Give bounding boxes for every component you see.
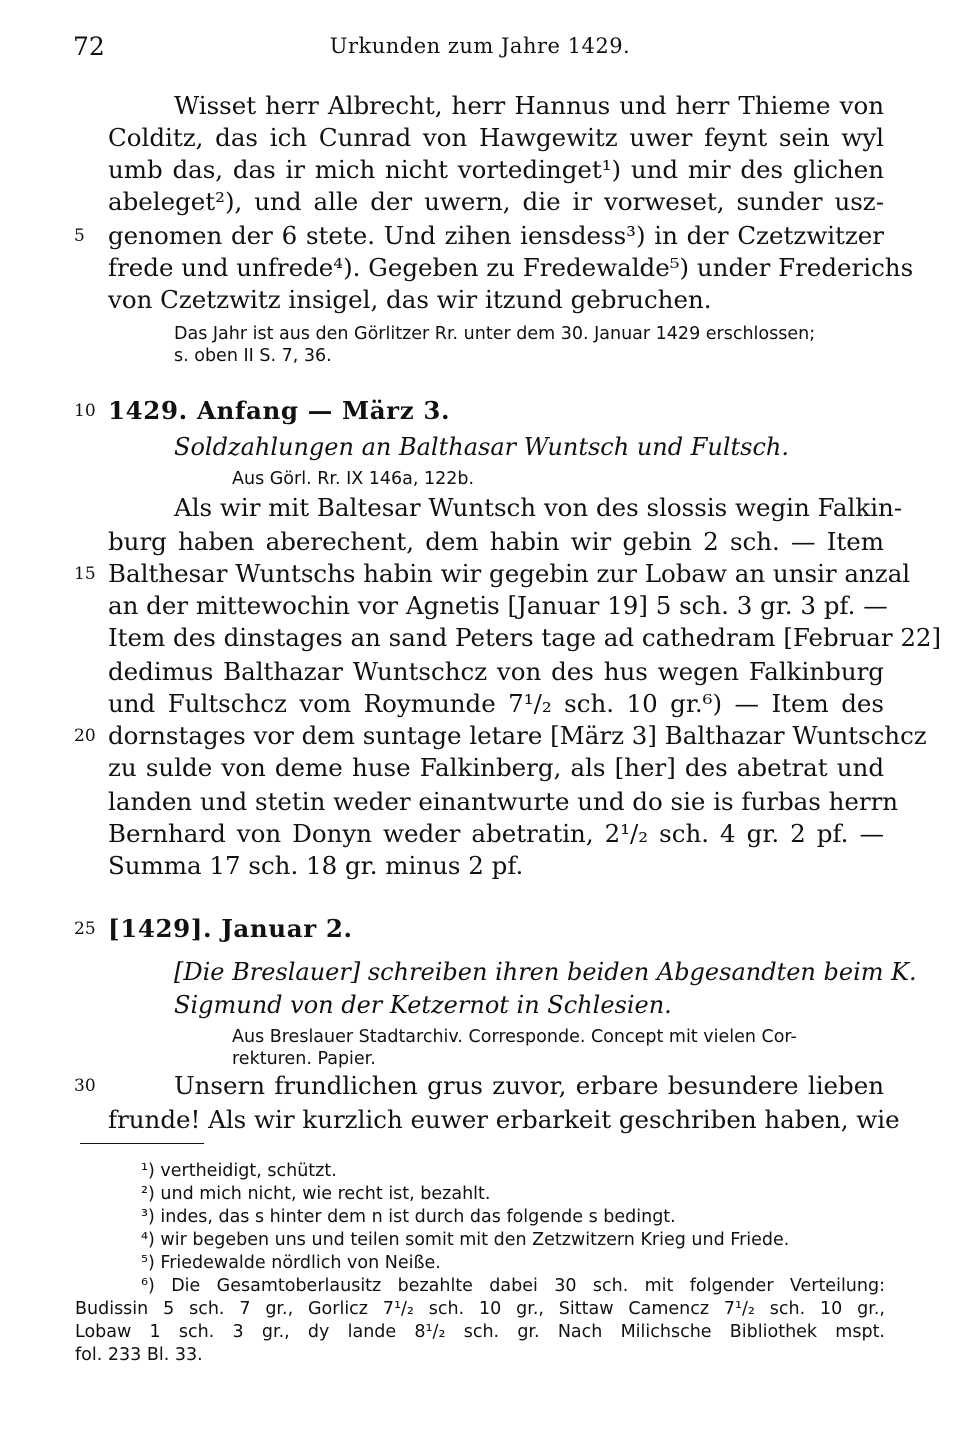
text-line: zu sulde von deme huse Falkinberg, als [her] des abetrat und <box>108 753 884 782</box>
footnote: fol. 233 Bl. 33. <box>75 1345 203 1365</box>
line-number: 30 <box>74 1076 96 1096</box>
line-number: 25 <box>74 919 96 939</box>
footnote: ⁴) wir begeben uns und teilen somit mit den Zetzwitzern Krieg und Friede. <box>141 1230 790 1250</box>
text-line: dedimus Balthazar Wuntschcz von des hus wegen Falkinburg <box>108 657 884 686</box>
footnote-separator <box>80 1143 204 1144</box>
line-number: 20 <box>74 726 96 746</box>
line-number: 10 <box>74 401 96 421</box>
text-line: genomen der 6 stete. Und zihen iensdess³) in der Czetzwitzer <box>108 221 884 250</box>
document-heading: 1429. Anfang — März 3. <box>108 396 451 425</box>
text-line: abeleget²), und alle der uwern, die ir vorweset, sunder usz- <box>108 187 884 216</box>
editorial-note-line: s. oben II S. 7, 36. <box>174 346 332 366</box>
footnote: ⁶) Die Gesamtoberlausitz bezahlte dabei 30 sch. mit folgender Verteilung: <box>141 1276 885 1296</box>
running-title: Urkunden zum Jahre 1429. <box>329 34 631 58</box>
document-title: [Die Breslauer] schreiben ihren beiden Abgesandten beim K. <box>174 958 917 986</box>
text-line: an der mittewochin vor Agnetis [Januar 19] 5 sch. 3 gr. 3 pf. — <box>108 591 888 620</box>
text-line: dornstages vor dem suntage letare [März 3] Balthazar Wuntschcz <box>108 721 927 750</box>
line-number: 15 <box>74 564 96 584</box>
text-line: frunde! Als wir kurzlich euwer erbarkeit geschriben haben, wie <box>108 1105 900 1134</box>
footnote: ³) indes, das s hinter dem n ist durch das folgende s bedingt. <box>141 1207 676 1227</box>
text-line: Bernhard von Donyn weder abetratin, 2¹/₂ sch. 4 gr. 2 pf. — <box>108 819 884 848</box>
text-line: burg haben aberechent, dem habin wir gebin 2 sch. — Item <box>108 527 884 556</box>
source-reference: Aus Breslauer Stadtarchiv. Corresponde. Concept mit vielen Cor- <box>232 1027 797 1047</box>
footnote: ²) und mich nicht, wie recht ist, bezahlt. <box>141 1184 491 1204</box>
source-reference: Aus Görl. Rr. IX 146a, 122b. <box>232 469 475 489</box>
text-line: und Fultschcz vom Roymunde 7¹/₂ sch. 10 gr.⁶) — Item des <box>108 689 884 718</box>
text-line: landen und stetin weder einantwurte und do sie is furbas herrn <box>108 787 899 816</box>
document-title: Sigmund von der Ketzernot in Schlesien. <box>174 991 672 1019</box>
text-line: Unsern frundlichen grus zuvor, erbare besundere lieben <box>174 1071 884 1100</box>
text-line: Balthesar Wuntschs habin wir gegebin zur Lobaw an unsir anzal <box>108 559 911 588</box>
footnote: ¹) vertheidigt, schützt. <box>141 1161 337 1181</box>
source-reference: rekturen. Papier. <box>232 1049 376 1069</box>
page-number: 72 <box>73 32 105 61</box>
line-number: 5 <box>74 226 85 246</box>
footnote: Budissin 5 sch. 7 gr., Gorlicz 7¹/₂ sch. 10 gr., Sittaw Camencz 7¹/₂ sch. 10 gr., <box>75 1299 885 1319</box>
footnote: ⁵) Friedewalde nördlich von Neiße. <box>141 1253 441 1273</box>
editorial-note-line: Das Jahr ist aus den Görlitzer Rr. unter dem 30. Januar 1429 erschlossen; <box>174 324 816 344</box>
text-line: Summa 17 sch. 18 gr. minus 2 pf. <box>108 851 524 880</box>
text-line: Als wir mit Baltesar Wuntsch von des slossis wegin Falkin- <box>174 493 903 522</box>
text-line: Colditz, das ich Cunrad von Hawgewitz uwer feynt sein wyl <box>108 123 884 152</box>
text-line: Item des dinstages an sand Peters tage ad cathedram [Februar 22] <box>108 623 942 652</box>
document-heading: [1429]. Januar 2. <box>108 914 353 943</box>
text-line: von Czetzwitz insigel, das wir itzund gebruchen. <box>108 285 712 314</box>
text-line: umb das, das ir mich nicht vortedinget¹) und mir des glichen <box>108 155 884 184</box>
text-line: Wisset herr Albrecht, herr Hannus und herr Thieme von <box>174 91 884 120</box>
text-line: frede und unfrede⁴). Gegeben zu Fredewalde⁵) under Frederichs <box>108 253 914 282</box>
footnote: Lobaw 1 sch. 3 gr., dy lande 8¹/₂ sch. gr. Nach Milichsche Bibliothek mspt. <box>75 1322 885 1342</box>
document-title: Soldzahlungen an Balthasar Wuntsch und Fultsch. <box>174 433 790 461</box>
